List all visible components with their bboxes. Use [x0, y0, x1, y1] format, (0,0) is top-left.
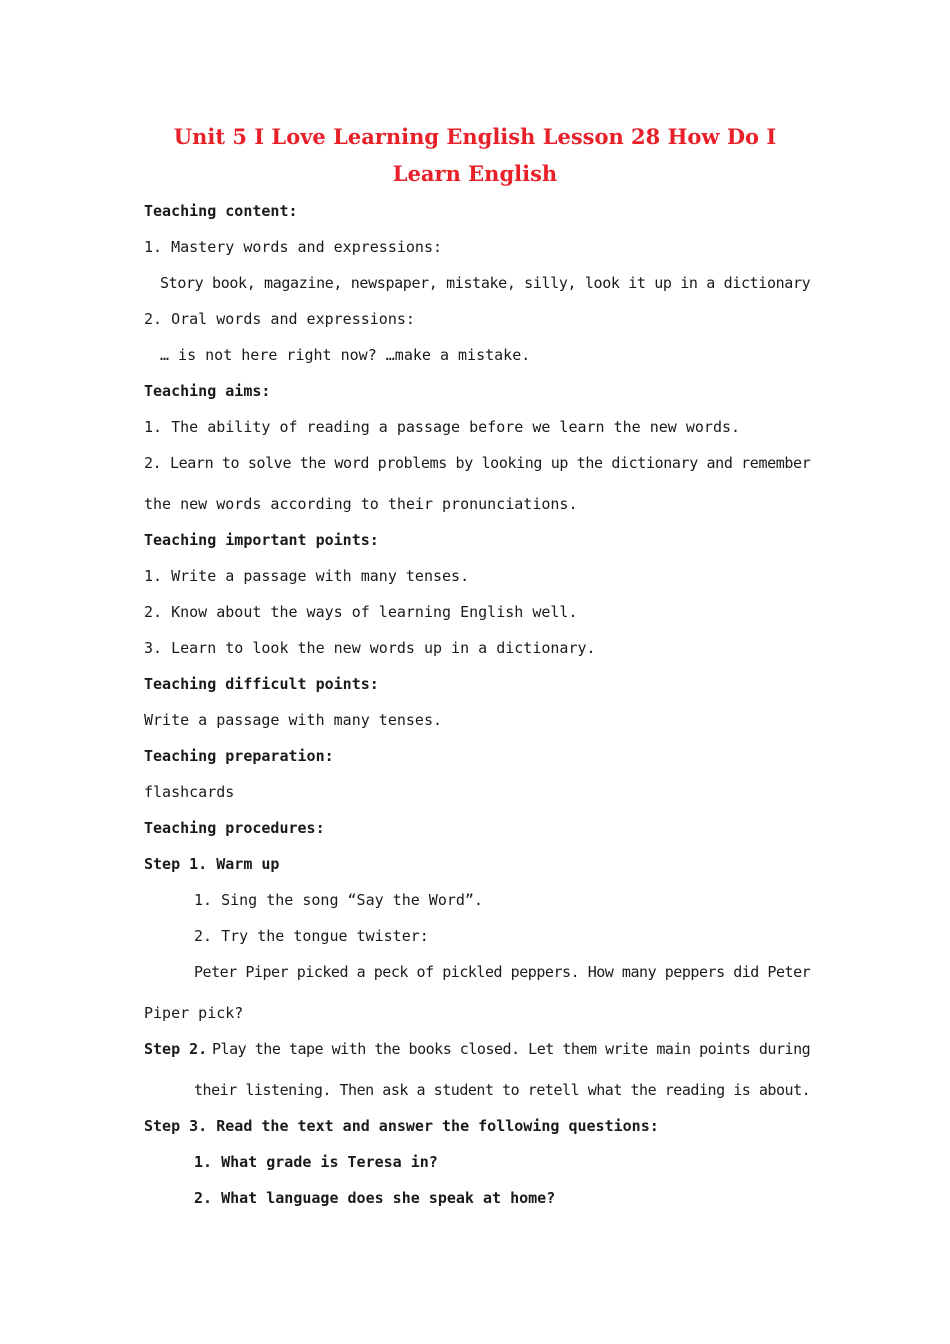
- important-point-3: 3. Learn to look the new words up in a dictionary.: [144, 639, 596, 657]
- difficult-points-text: Write a passage with many tenses.: [144, 711, 443, 729]
- difficult-points-heading: Teaching difficult points:: [144, 675, 379, 693]
- oral-words-label: 2. Oral words and expressions:: [144, 310, 415, 328]
- important-points-heading: Teaching important points:: [144, 531, 379, 549]
- teaching-aim-2-line-2: the new words according to their pronunciations.: [144, 495, 578, 513]
- teaching-aim-2-line-1: 2. Learn to solve the word problems by looking up the dictionary and remember: [144, 454, 811, 472]
- important-point-1: 1. Write a passage with many tenses.: [144, 567, 470, 585]
- step-2-line-1: Play the tape with the books closed. Let them write main points during: [212, 1040, 811, 1058]
- preparation-text: flashcards: [144, 783, 235, 801]
- step-1-heading: Step 1. Warm up: [144, 855, 280, 873]
- question-2: 2. What language does she speak at home?: [194, 1189, 556, 1207]
- oral-words-list: … is not here right now? …make a mistake.: [160, 346, 531, 364]
- teaching-aims-heading: Teaching aims:: [144, 382, 271, 400]
- step-1-item-2: 2. Try the tongue twister:: [194, 927, 429, 945]
- procedures-heading: Teaching procedures:: [144, 819, 325, 837]
- preparation-heading: Teaching preparation:: [144, 747, 334, 765]
- question-1: 1. What grade is Teresa in?: [194, 1153, 438, 1171]
- step-2-line-2: their listening. Then ask a student to retell what the reading is about.: [194, 1081, 811, 1099]
- important-point-2: 2. Know about the ways of learning English well.: [144, 603, 578, 621]
- mastery-words-label: 1. Mastery words and expressions:: [144, 238, 443, 256]
- tongue-twister-line-1: Peter Piper picked a peck of pickled peppers. How many peppers did Peter: [194, 963, 811, 981]
- teaching-content-heading: Teaching content:: [144, 202, 298, 220]
- tongue-twister-line-2: Piper pick?: [144, 1004, 244, 1022]
- step-3-heading: Step 3. Read the text and answer the following questions:: [144, 1117, 659, 1135]
- step-1-item-1: 1. Sing the song “Say the Word”.: [194, 891, 483, 909]
- document-title: Unit 5 I Love Learning English Lesson 28 How Do I Learn English: [173, 124, 777, 186]
- step-2-label: Step 2.: [144, 1040, 208, 1058]
- mastery-words-list: Story book, magazine, newspaper, mistake, silly, look it up in a dictionary: [160, 274, 811, 292]
- teaching-aim-1: 1. The ability of reading a passage before we learn the new words.: [144, 418, 741, 436]
